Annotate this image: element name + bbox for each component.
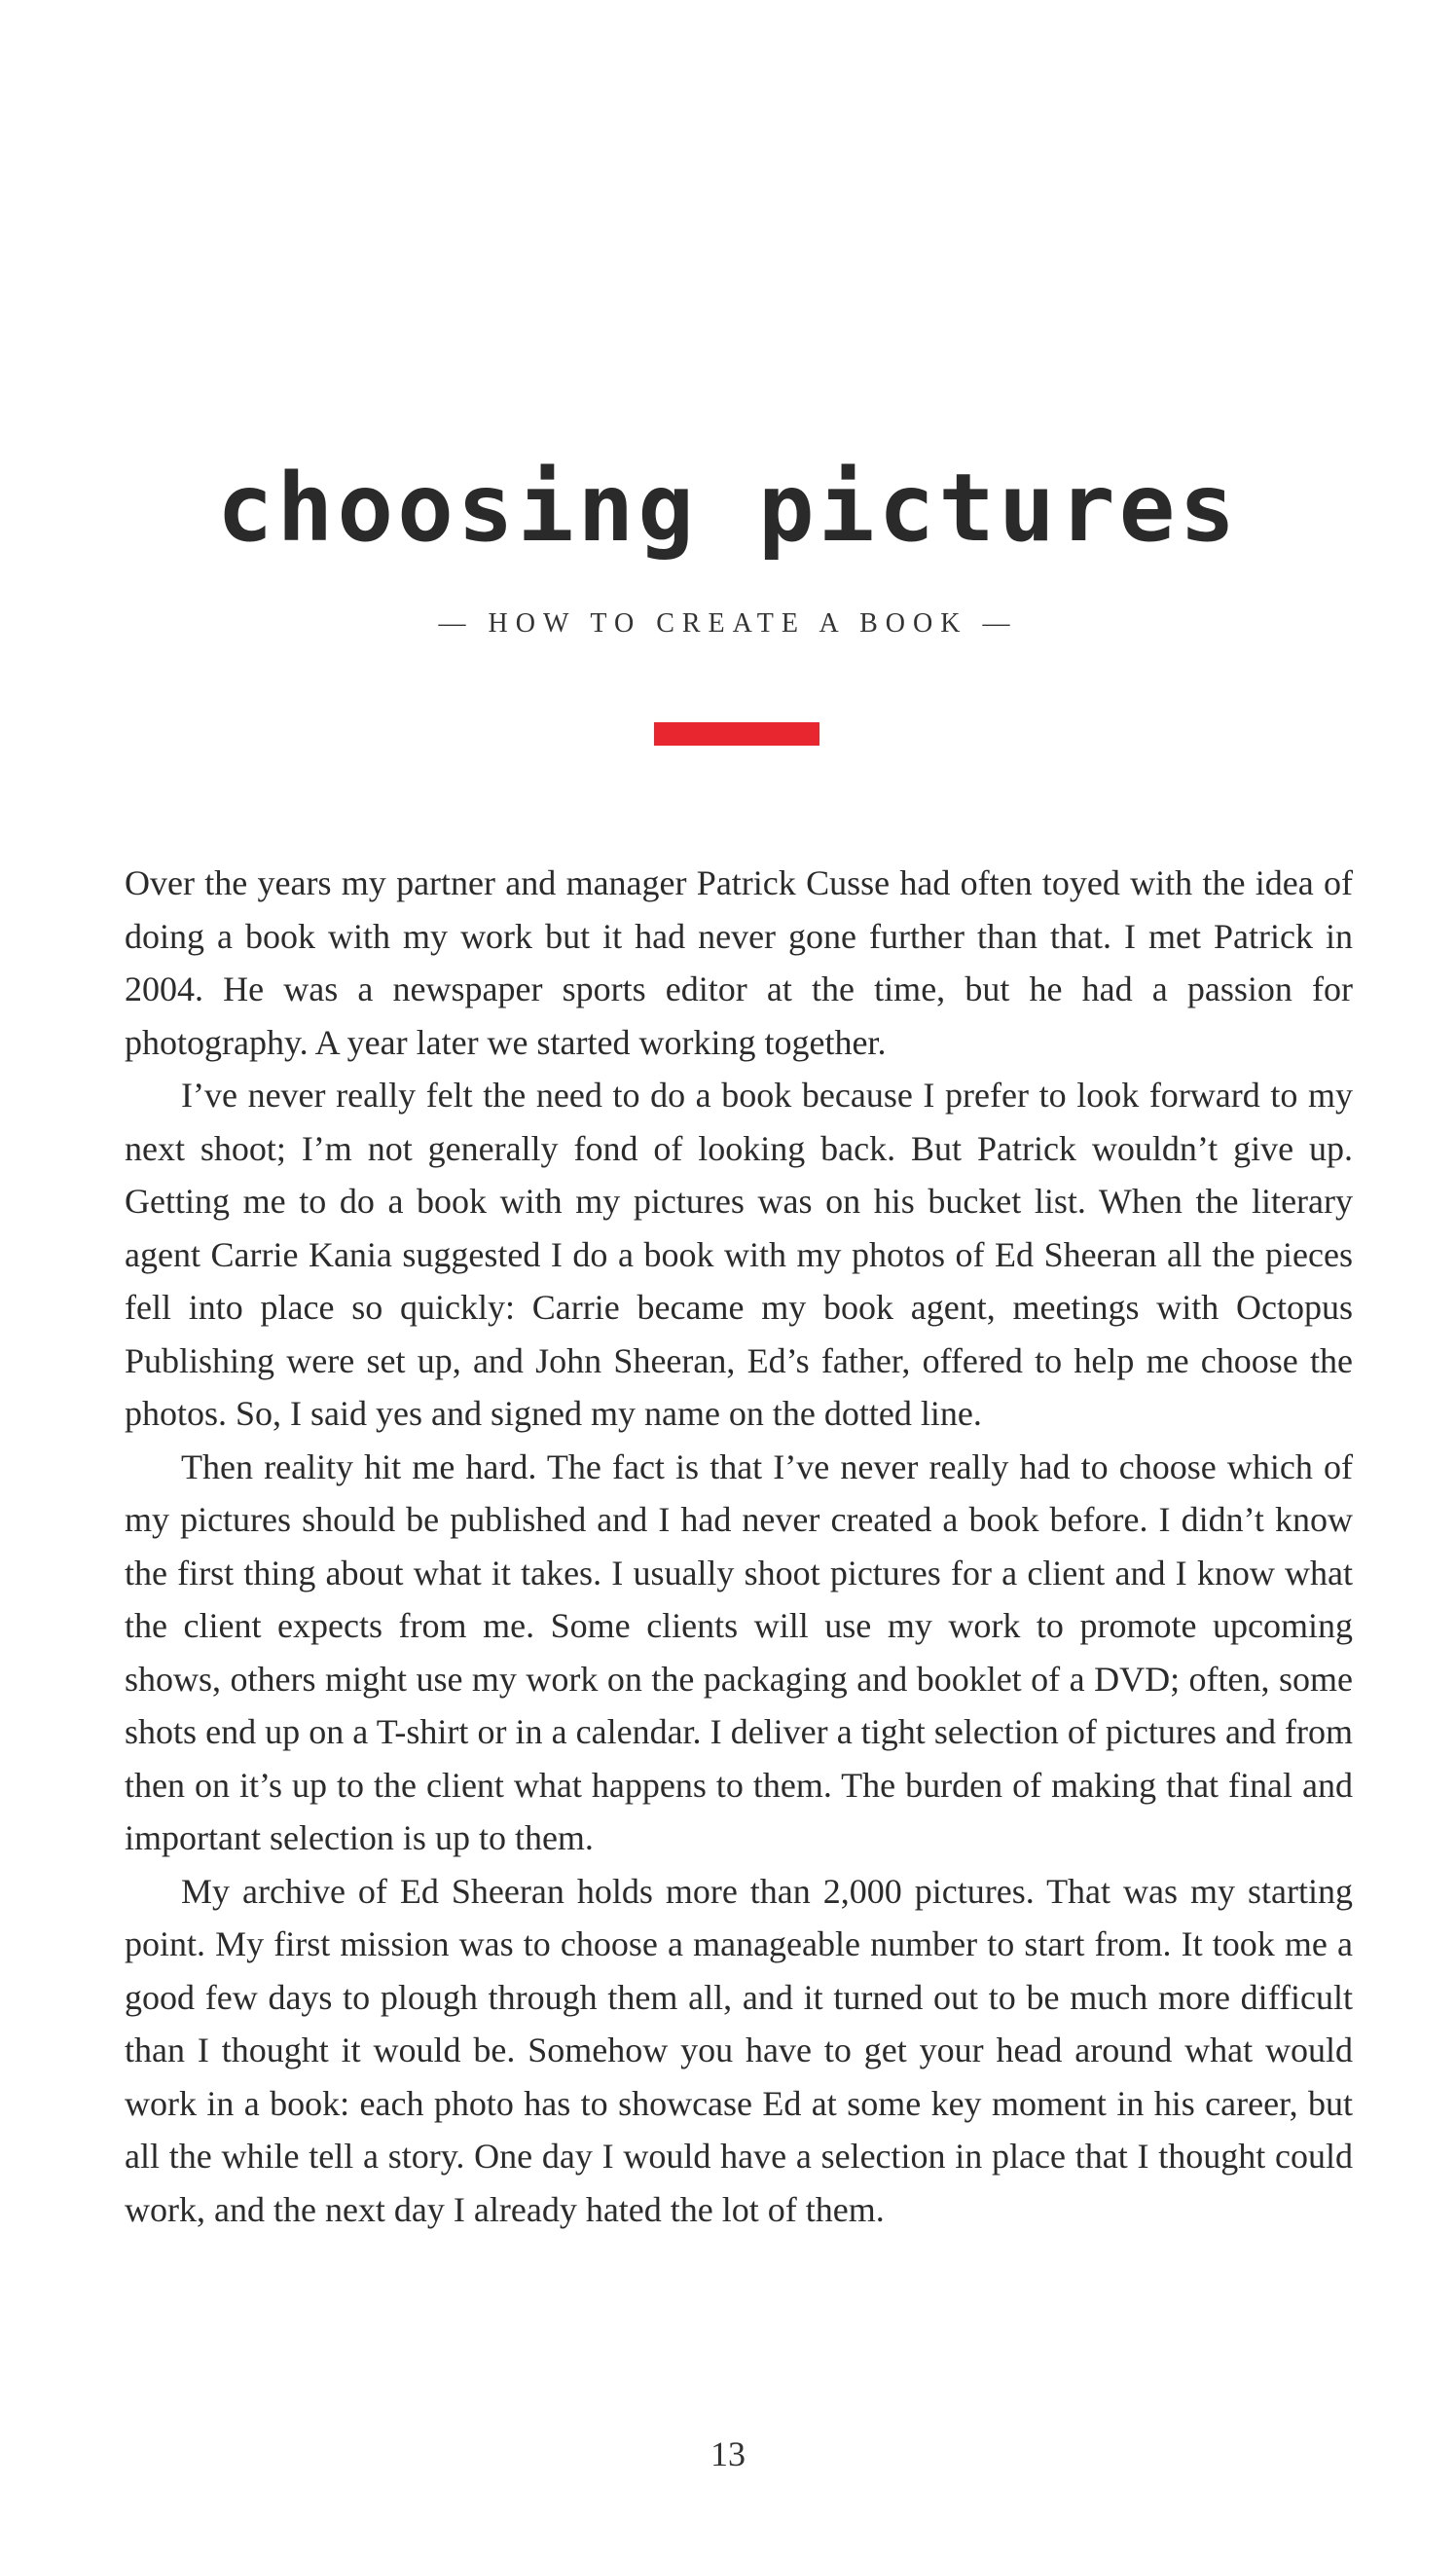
chapter-subtitle: — HOW TO CREATE A BOOK — <box>438 608 1018 639</box>
chapter-body <box>125 857 1353 2236</box>
paragraph-3: Then reality hit me hard. The fact is that I’ve never really had to choose which of my pictures should be published and I had never created a book before. I didn’t know the first thing about what it takes. I usually shoot pictures for a client and I know what the client expects from me. Some clients will use my work to promote upcoming shows, others might use my work on the packaging and booklet of a DVD; often, some shots end up on a T-shirt or in a calendar. I deliver a tight selection of pictures and from then on it’s up to the client what happens to them. The burden of making that final and important selection is up to them. <box>125 1446 1353 1857</box>
page-number: 13 <box>710 2434 746 2473</box>
paragraph-4: My archive of Ed Sheeran holds more than 2,000 pictures. That was my starting point. My first mission was to choose a manageable number to start from. It took me a good few days to plough through them all, and it turned out to be much more difficult than I thought it would be. Somehow you have to get your head around what would work in a book: each photo has to showcase Ed at some key moment in his career, but all the while tell a story. One day I would have a selection in place that I thought could work, and the next day I already hated the lot of them. <box>125 1871 1353 2229</box>
paragraph-1: Over the years my partner and manager Patrick Cusse had often toyed with the idea of doing a book with my work but it had never gone further than that. I met Patrick in 2004. He was a newspaper sports editor at the time, but he had a passion for photography. A year later we started working together. <box>125 863 1353 1062</box>
paragraph-2: I’ve never really felt the need to do a book because I prefer to look forward to my next shoot; I’m not generally fond of looking back. But Patrick wouldn’t give up. Getting me to do a book with my pictures was on his bucket list. When the literary agent Carrie Kania suggested I do a book with my photos of Ed Sheeran all the pieces fell into place so quickly: Carrie became my book agent, meetings with Octopus Publishing were set up, and John Sheeran, Ed’s father, offered to help me choose the photos. So, I said yes and signed my name on the dotted line. <box>125 1076 1353 1433</box>
red-accent-bar <box>654 722 819 746</box>
chapter-title: choosing pictures <box>216 454 1240 563</box>
